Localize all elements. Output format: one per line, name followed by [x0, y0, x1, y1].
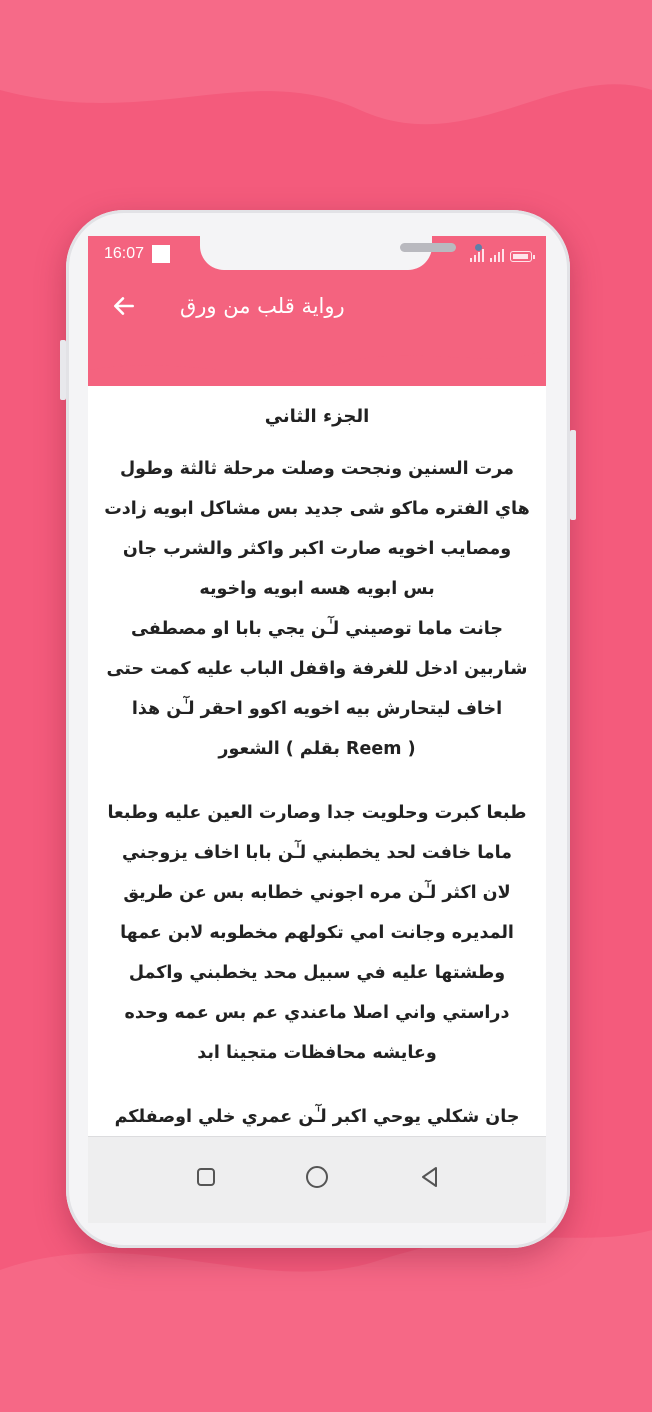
home-button[interactable]	[297, 1157, 337, 1197]
square-icon	[195, 1166, 217, 1188]
battery-icon	[510, 251, 532, 262]
arrow-left-icon	[111, 293, 137, 319]
signal-icon	[490, 249, 504, 262]
chapter-content[interactable]	[88, 392, 546, 1136]
triangle-back-icon	[418, 1165, 442, 1189]
chapter-paragraph: مرت السنين ونجحت وصلت مرحلة ثالثة وطول هاي الفتره ماكو شى جديد بس مشاكل ابويه زادت ومصايب اخويه صارت اكبر واكثر والشرب جان بس ابويه هسه ابويه واخويه جانت ماما توصيني ￼لـٰٓن يجي بابا او مصطفى شاربين ادخل للغرفة واقفل الباب عليه كمت حتى اخاف ليتحارش بيه اخويه اكوو احقر ￼لـٰٓن هذا ( Reem بقلم ) الشعور	[104, 459, 530, 759]
system-nav-bar	[88, 1136, 546, 1223]
back-button[interactable]	[108, 290, 140, 322]
phone-side-button	[60, 340, 66, 400]
speaker-grille	[400, 243, 456, 252]
recent-apps-button[interactable]	[186, 1157, 226, 1197]
camera-icon	[475, 244, 482, 251]
app-title: رواية قلب من ورق	[180, 294, 345, 318]
chapter-paragraph: طبعا كبرت وحلويت جدا وصارت العين عليه وطبعا ماما خافت لحد يخطبني ￼لـٰٓن بابا اخاف يزوجني لان اكثر ￼لـٰٓن مره اجوني خطابه بس عن طريق المديره وجانت امي تكولهم مخطوبه لابن عمها وطشتها عليه في سبيل محد يخطبني واكمل دراستي واني اصلا ماعندي عم بس عمه وحده وعايشه محافظات متجينا ابد	[107, 803, 527, 1063]
phone-side-button	[570, 430, 576, 520]
status-time: 16:07	[104, 245, 145, 262]
system-back-button[interactable]	[410, 1157, 450, 1197]
chapter-title: الجزء الثاني	[264, 406, 370, 427]
phone-notch	[200, 236, 432, 270]
phone-screen	[88, 236, 546, 1222]
circle-icon	[304, 1164, 330, 1190]
notification-icon	[152, 245, 170, 263]
app-bar-wave	[88, 332, 546, 392]
chapter-paragraph: جان شكلي يوحي اكبر ￼لـٰٓن عمري خلي اوصفلكم	[114, 1107, 520, 1127]
